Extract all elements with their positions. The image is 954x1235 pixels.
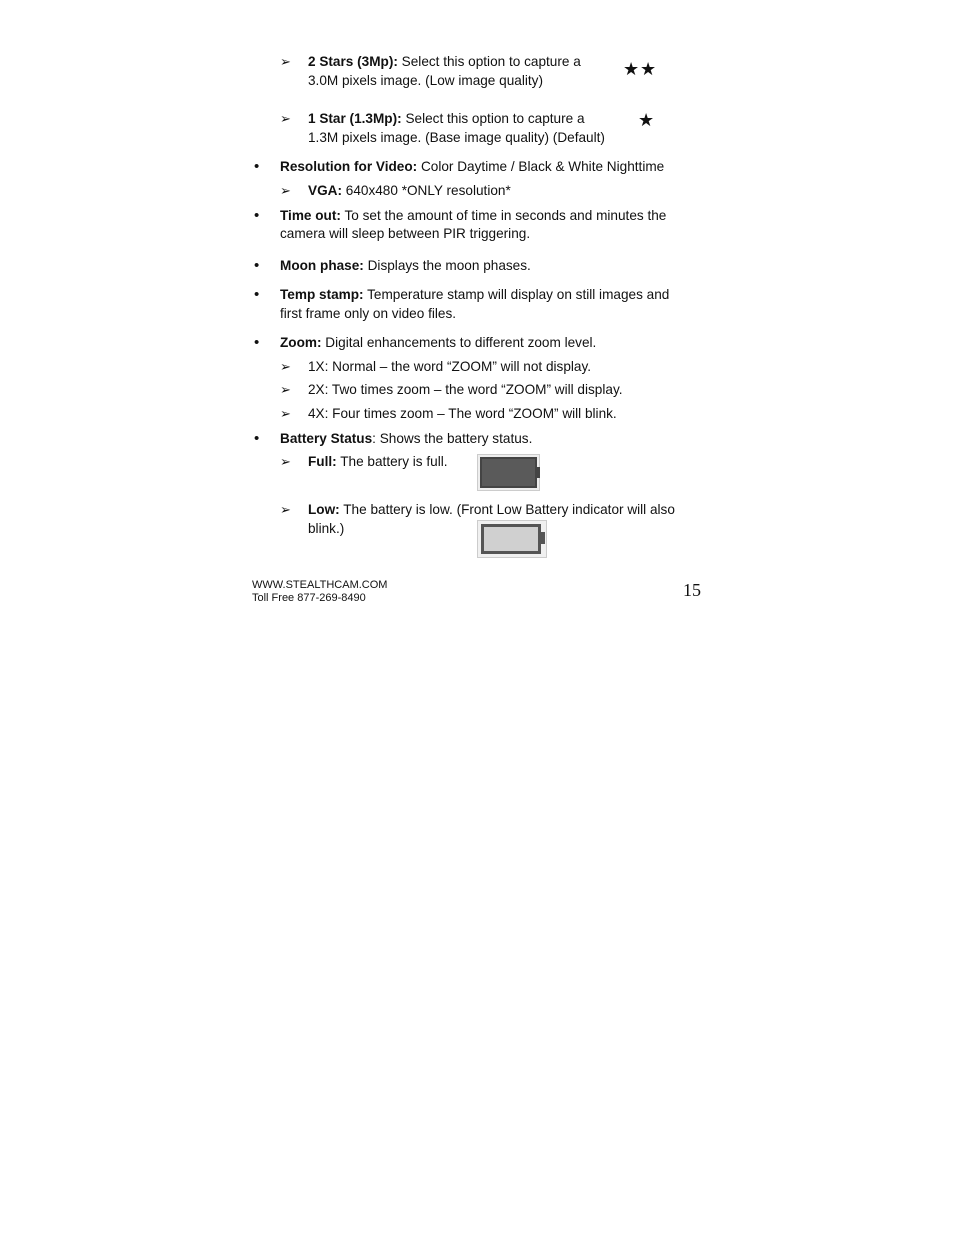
zoom-line: [280, 333, 596, 352]
temp-stamp-line1: [280, 285, 669, 304]
vga-desc: 640x480 *ONLY resolution*: [341, 183, 511, 198]
arrow-bullet-icon: ➢: [280, 183, 291, 198]
two-stars-line2: 3.0M pixels image. (Low image quality): [308, 73, 543, 88]
temp-stamp-desc: Temperature stamp will display on still images and: [363, 287, 670, 302]
two-stars-label: 2 Stars (3Mp):: [308, 54, 398, 69]
time-out-desc: To set the amount of time in seconds and minutes the: [340, 208, 667, 223]
bullet-icon: •: [254, 158, 260, 175]
battery-full-line: [308, 452, 448, 471]
battery-full-icon: [477, 454, 540, 491]
bullet-icon: •: [254, 257, 260, 274]
battery-low-label: Low:: [308, 502, 340, 517]
one-star-line1: [308, 109, 585, 128]
temp-stamp-label: Temp stamp:: [280, 287, 364, 302]
battery-low-desc: The battery is low. (Front Low Battery indicator will also: [339, 502, 675, 517]
battery-status-desc: : Shows the battery status.: [372, 431, 533, 446]
zoom-desc: Digital enhancements to different zoom level.: [321, 335, 597, 350]
time-out-label: Time out:: [280, 208, 341, 223]
vga-line: [308, 181, 511, 200]
vga-label: VGA:: [308, 183, 342, 198]
zoom-1x: 1X: Normal – the word “ZOOM” will not display.: [308, 359, 592, 374]
one-star-line2: 1.3M pixels image. (Base image quality) (Default): [308, 130, 605, 145]
arrow-bullet-icon: ➢: [280, 502, 291, 517]
res-video-label: Resolution for Video:: [280, 159, 418, 174]
moon-phase-label: Moon phase:: [280, 258, 364, 273]
battery-low-line1: [308, 500, 675, 519]
arrow-bullet-icon: ➢: [280, 454, 291, 469]
bullet-icon: •: [254, 334, 260, 351]
battery-low-icon: [477, 520, 547, 558]
time-out-line1: [280, 206, 666, 225]
arrow-bullet-icon: ➢: [280, 359, 291, 374]
time-out-line2: camera will sleep between PIR triggering.: [280, 226, 531, 241]
page-number: 15: [683, 580, 701, 600]
two-stars-line1: [308, 52, 581, 71]
arrow-bullet-icon: ➢: [280, 382, 291, 397]
arrow-bullet-icon: ➢: [280, 406, 291, 421]
two-stars-desc: Select this option to capture a: [397, 54, 581, 69]
zoom-4x: 4X: Four times zoom – The word “ZOOM” will blink.: [308, 406, 617, 421]
res-video-desc: Color Daytime / Black & White Nighttime: [417, 159, 665, 174]
arrow-bullet-icon: ➢: [280, 111, 291, 126]
zoom-2x: 2X: Two times zoom – the word “ZOOM” will display.: [308, 382, 623, 397]
bullet-icon: •: [254, 286, 260, 303]
star-icon: ★: [638, 110, 655, 130]
one-star-desc: Select this option to capture a: [401, 111, 585, 126]
moon-phase-line: [280, 256, 531, 275]
bullet-icon: •: [254, 207, 260, 224]
battery-low-line2: blink.): [308, 521, 345, 536]
battery-status-line: [280, 429, 532, 448]
footer-website: WWW.STEALTHCAM.COM: [252, 579, 388, 591]
battery-full-desc: The battery is full.: [336, 454, 448, 469]
arrow-bullet-icon: ➢: [280, 54, 291, 69]
moon-phase-desc: Displays the moon phases.: [363, 258, 531, 273]
star-icon: ★: [640, 59, 657, 79]
star-icon: ★: [623, 59, 640, 79]
res-video-line: [280, 157, 664, 176]
temp-stamp-line2: first frame only on video files.: [280, 306, 457, 321]
one-star-label: 1 Star (1.3Mp):: [308, 111, 402, 126]
battery-status-label: Battery Status: [280, 431, 373, 446]
bullet-icon: •: [254, 430, 260, 447]
battery-full-label: Full:: [308, 454, 337, 469]
footer-phone: Toll Free 877-269-8490: [252, 592, 366, 604]
zoom-label: Zoom:: [280, 335, 322, 350]
